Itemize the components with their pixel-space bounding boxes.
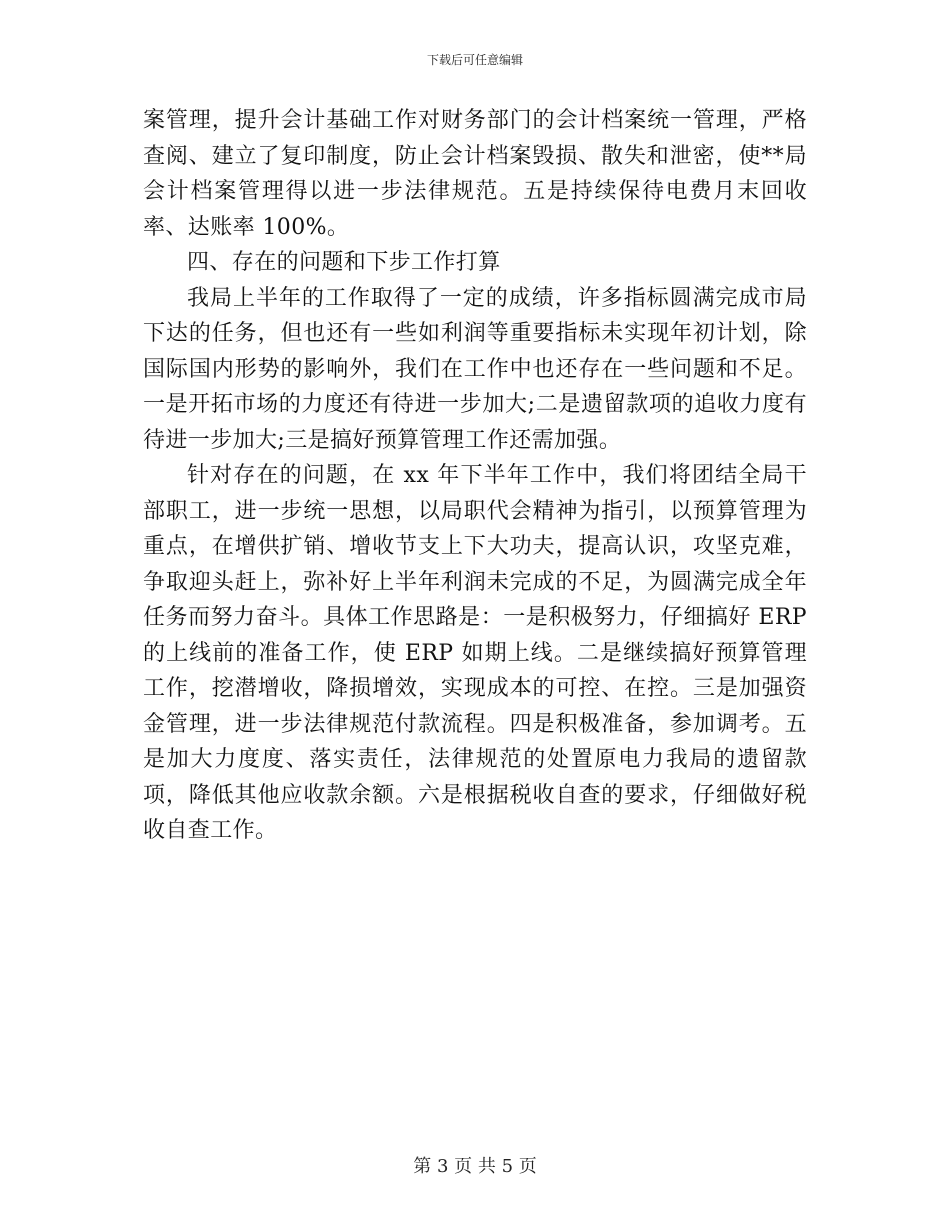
paragraph-second-half-plan: 针对存在的问题，在 xx 年下半年工作中，我们将团结全局干部职工，进一步统一思想，以局职代会精神为指引，以预算管理为重点，在增供扩销、增收节支上下大功夫，提高认识，攻坚克难，争取迎头赶上，弥补好上半年利润未完成的不足，为圆满完成全年任务而努力奋斗。具体工作思路是：一是积极努力，仔细搞好 ERP 的上线前的准备工作，使 ERP 如期上线。二是继续搞好预算管理工作，挖潜增收，降损增效，实现成本的可控、在控。三是加强资金管理，进一步法律规范付款流程。四是积极准备，参加调考。五是加大力度度、落实责任，法律规范的处置原电力我局的遗留款项，降低其他应收款余额。六是根据税收自查的要求，仔细做好税收自查工作。 — [143, 463, 807, 843]
paragraph-archive-management: 案管理，提升会计基础工作对财务部门的会计档案统一管理，严格查阅、建立了复印制度，防止会计档案毁损、散失和泄密，使**局会计档案管理得以进一步法律规范。五是持续保待电费月末回收率、达账率 100%。 — [143, 108, 807, 240]
section-heading-problems-and-plans: 四、存在的问题和下步工作打算 — [187, 250, 501, 275]
paragraph-first-half-summary: 我局上半年的工作取得了一定的成绩，许多指标圆满完成市局下达的任务，但也还有一些如利润等重要指标未实现年初计划，除国际国内形势的影响外，我们在工作中也还存在一些问题和不足。一是开拓市场的力度还有待进一步加大;二是遗留款项的追收力度有待进一步加大;三是搞好预算管理工作还需加强。 — [143, 285, 807, 453]
document-body — [143, 103, 807, 849]
page-number-footer: 第 3 页 共 5 页 — [413, 1156, 537, 1177]
page-header-note: 下载后可任意编辑 — [426, 53, 523, 67]
